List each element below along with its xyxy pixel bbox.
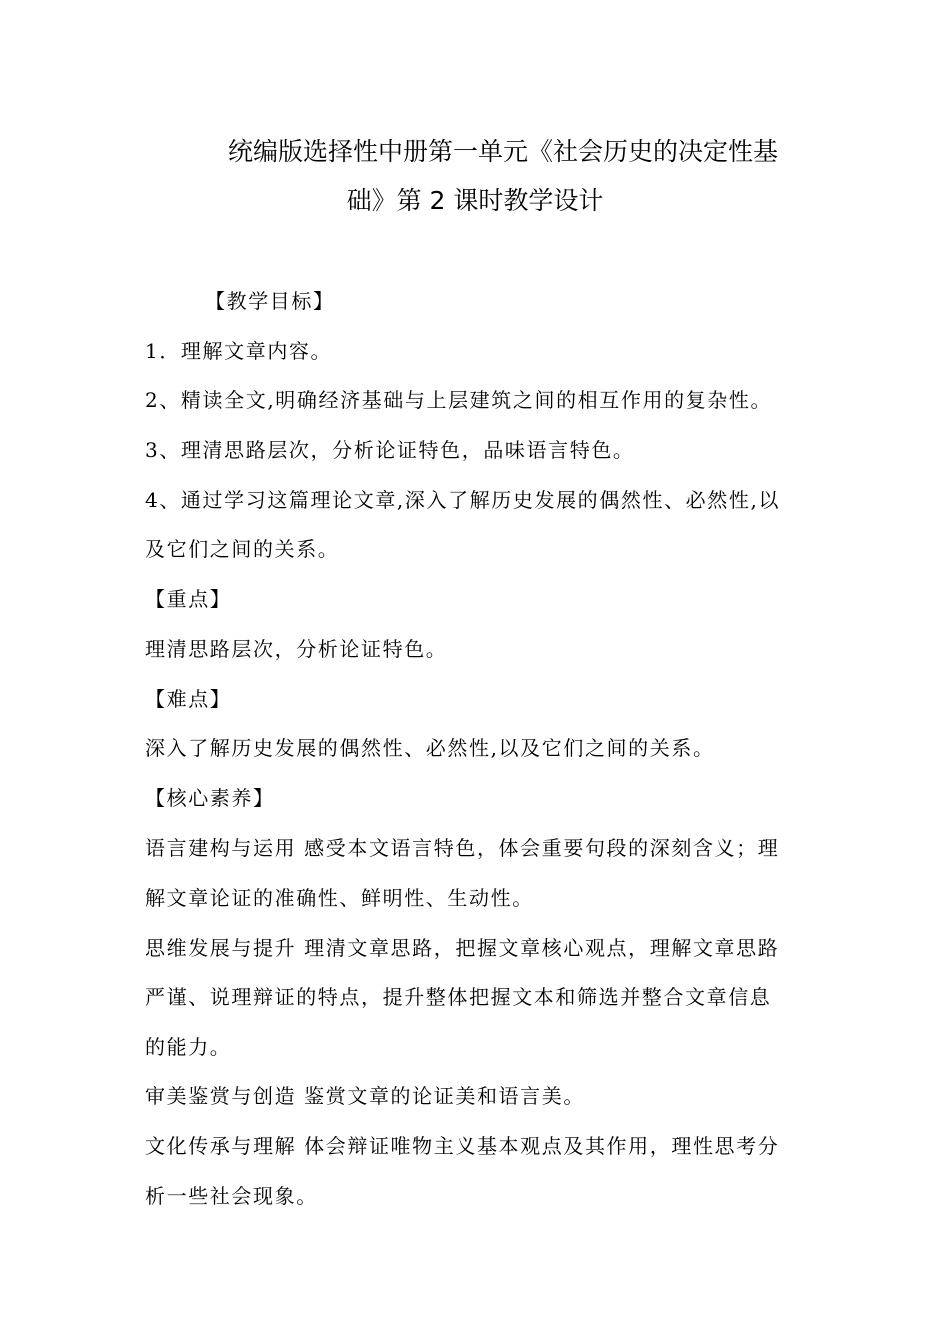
difficulty-text: 深入了解历史发展的偶然性、必然性,以及它们之间的关系。: [145, 736, 715, 760]
document-title-line-2: 础》第 2 课时教学设计: [346, 186, 604, 215]
document-title-line-1: 统编版选择性中册第一单元《社会历史的决定性基: [227, 137, 778, 166]
objective-item-4-line-1: 4、通过学习这篇理论文章,深入了解历史发展的偶然性、必然性,以: [145, 488, 781, 512]
core-literacy-thinking-line-1: 思维发展与提升 理清文章思路，把握文章核心观点，理解文章思路: [145, 936, 780, 960]
core-literacy-language-line-1: 语言建构与运用 感受本文语言特色，体会重要句段的深刻含义；理: [145, 836, 780, 860]
core-literacy-thinking-line-3: 的能力。: [145, 1035, 232, 1059]
objective-item-1: 1．理解文章内容。: [145, 339, 333, 363]
core-literacy-language-line-2: 解文章论证的准确性、鲜明性、生动性。: [145, 886, 534, 910]
objective-item-3: 3、理清思路层次，分析论证特色，品味语言特色。: [145, 438, 635, 462]
key-point-heading: 【重点】: [145, 587, 232, 611]
difficulty-heading: 【难点】: [145, 687, 232, 711]
core-literacy-culture-line-1: 文化传承与理解 体会辩证唯物主义基本观点及其作用，理性思考分: [145, 1134, 780, 1158]
core-literacy-culture-line-2: 析一些社会现象。: [145, 1184, 318, 1208]
objective-item-2: 2、精读全文,明确经济基础与上层建筑之间的相互作用的复杂性。: [145, 388, 773, 412]
objective-item-4-line-2: 及它们之间的关系。: [145, 537, 340, 561]
core-literacy-heading: 【核心素养】: [145, 786, 275, 810]
objectives-heading: 【教学目标】: [205, 289, 335, 313]
core-literacy-thinking-line-2: 严谨、说理辩证的特点，提升整体把握文本和筛选并整合文章信息: [145, 985, 772, 1009]
core-literacy-aesthetic: 审美鉴赏与创造 鉴赏文章的论证美和语言美。: [145, 1084, 585, 1108]
key-point-text: 理清思路层次，分析论证特色。: [145, 637, 448, 661]
